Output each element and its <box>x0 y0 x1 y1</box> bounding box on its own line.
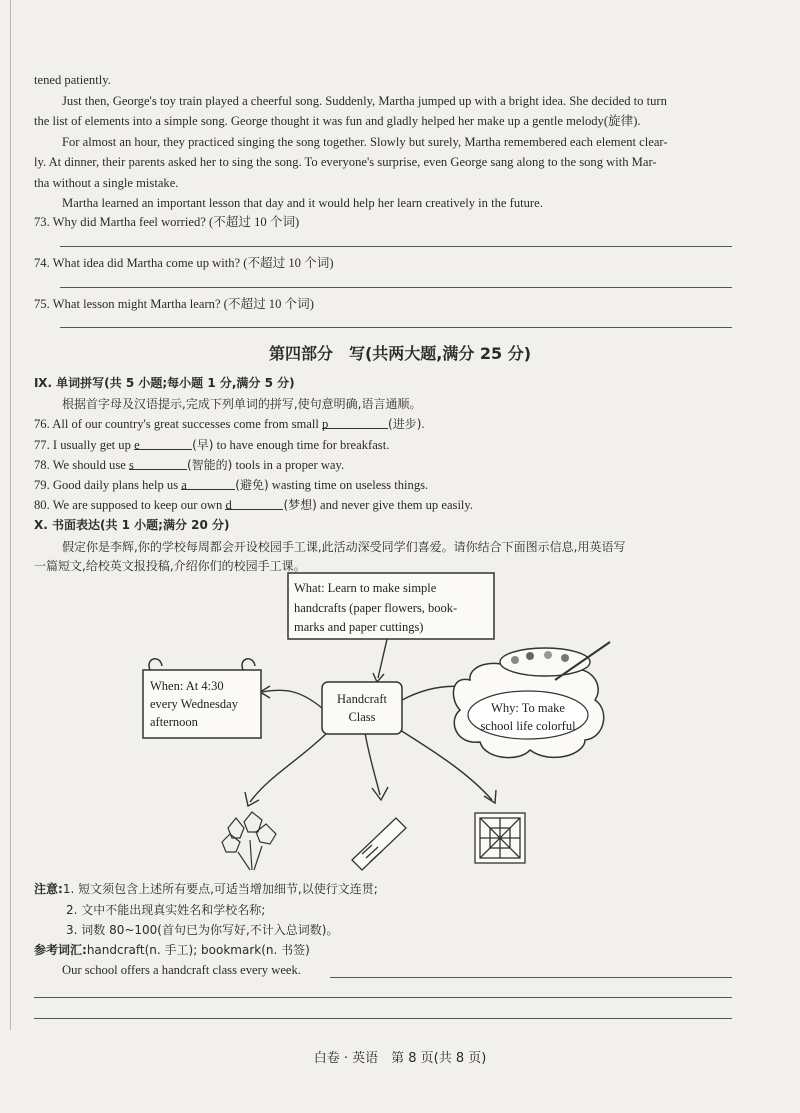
question-75: 75. What lesson might Martha learn? (不超过 10 个词) <box>34 297 314 311</box>
answer-line-74[interactable] <box>60 287 732 288</box>
notes-3: 3. 词数 80~100(首句已为你写好,不计入总词数)。 <box>66 923 339 937</box>
question-74: 74. What idea did Martha come up with? (不超过 10 个词) <box>34 256 334 270</box>
answer-line-73[interactable] <box>60 246 732 247</box>
passage-line: tened patiently. <box>34 73 111 87</box>
question-79: 79. Good daily plans help us a (避免) wasting time on useless things. <box>34 478 429 492</box>
arrow-to-bookmark <box>365 733 380 795</box>
fill-blank-79[interactable]: a <box>181 477 235 490</box>
writing-line[interactable] <box>34 997 732 998</box>
notes-1: 注意:1. 短文须包含上述所有要点,可适当增加细节,以使行文连贯; <box>34 882 378 896</box>
center-line: Handcraft <box>337 692 387 706</box>
section9-instruction: 根据首字母及汉语提示,完成下列单词的拼写,使句意明确,语言通顺。 <box>62 397 422 411</box>
when-line: every Wednesday <box>150 697 238 711</box>
center-line: Class <box>348 710 376 724</box>
arrow-center-to-when <box>262 690 322 708</box>
passage-line: ly. At dinner, their parents asked her to sing the song. To everyone's surprise, even George sang along to the song with Mar- <box>34 155 657 169</box>
fill-blank-76[interactable]: p <box>322 416 388 429</box>
question-77: 77. I usually get up e (早) to have enough time for breakfast. <box>34 438 390 452</box>
question-76: 76. All of our country's great successes come from small p (进步). <box>34 417 425 431</box>
section10-title: Ⅹ. 书面表达(共 1 小题;满分 20 分) <box>34 518 230 532</box>
why-line: Why: To make <box>491 701 565 715</box>
section9-title: Ⅸ. 单词拼写(共 5 小题;每小题 1 分,满分 5 分) <box>34 376 295 390</box>
writing-line[interactable] <box>330 977 732 978</box>
first-sentence: Our school offers a handcraft class every week. <box>62 963 301 977</box>
handcraft-diagram <box>0 570 800 880</box>
fill-blank-80[interactable]: d <box>225 497 283 510</box>
when-line: When: At 4:30 <box>150 679 224 693</box>
paper-flowers-icon <box>222 812 276 870</box>
page-footer: 白卷 · 英语 第 8 页(共 8 页) <box>313 1051 487 1066</box>
bookmark-icon <box>352 818 406 870</box>
vocab: 参考词汇:handcraft(n. 手工); bookmark(n. 书签) <box>34 943 310 957</box>
passage-line: the list of elements into a simple song. George thought it was fun and gladly helped her make up a gentle melody(旋律). <box>34 114 641 128</box>
question-73: 73. Why did Martha feel worried? (不超过 10 个词) <box>34 215 300 229</box>
section10-prompt: 假定你是李辉,你的学校每周都会开设校园手工课,此活动深受同学们喜爱。请你结合下面图示信息,用英语写 <box>62 540 626 554</box>
center-box <box>322 682 402 734</box>
arrow-what-to-center <box>378 635 388 678</box>
question-80: 80. We are supposed to keep our own d (梦想) and never give them up easily. <box>34 498 474 512</box>
what-line: What: Learn to make simple <box>294 581 437 595</box>
passage-line: Martha learned an important lesson that day and it would help her learn creatively in the future. <box>62 196 543 210</box>
why-line: school life colorful <box>480 719 576 733</box>
what-line: marks and paper cuttings) <box>294 620 424 634</box>
writing-line[interactable] <box>34 1018 732 1019</box>
passage-line: For almost an hour, they practiced singing the song together. Slowly but surely, Martha remembered each element clear- <box>62 135 668 149</box>
answer-line-75[interactable] <box>60 327 732 328</box>
what-line: handcrafts (paper flowers, book- <box>294 601 458 615</box>
calendar-ring-icon <box>149 659 255 670</box>
fill-blank-78[interactable]: s <box>129 457 187 470</box>
question-78: 78. We should use s (智能的) tools in a proper way. <box>34 458 345 472</box>
part4-title: 第四部分 写(共两大题,满分 25 分) <box>268 344 532 363</box>
when-line: afternoon <box>150 715 198 729</box>
notes-2: 2. 文中不能出现真实姓名和学校名称; <box>66 903 266 917</box>
arrow-to-flowers <box>250 730 330 802</box>
passage-line: tha without a single mistake. <box>34 176 179 190</box>
section10-prompt: 一篇短文,给校英文报投稿,介绍你们的校园手工课。 <box>34 559 306 573</box>
paper-cutting-icon <box>475 813 525 863</box>
passage-line: Just then, George's toy train played a cheerful song. Suddenly, Martha jumped up with a bright idea. She decided to turn <box>62 94 667 108</box>
fill-blank-77[interactable]: e <box>134 437 192 450</box>
